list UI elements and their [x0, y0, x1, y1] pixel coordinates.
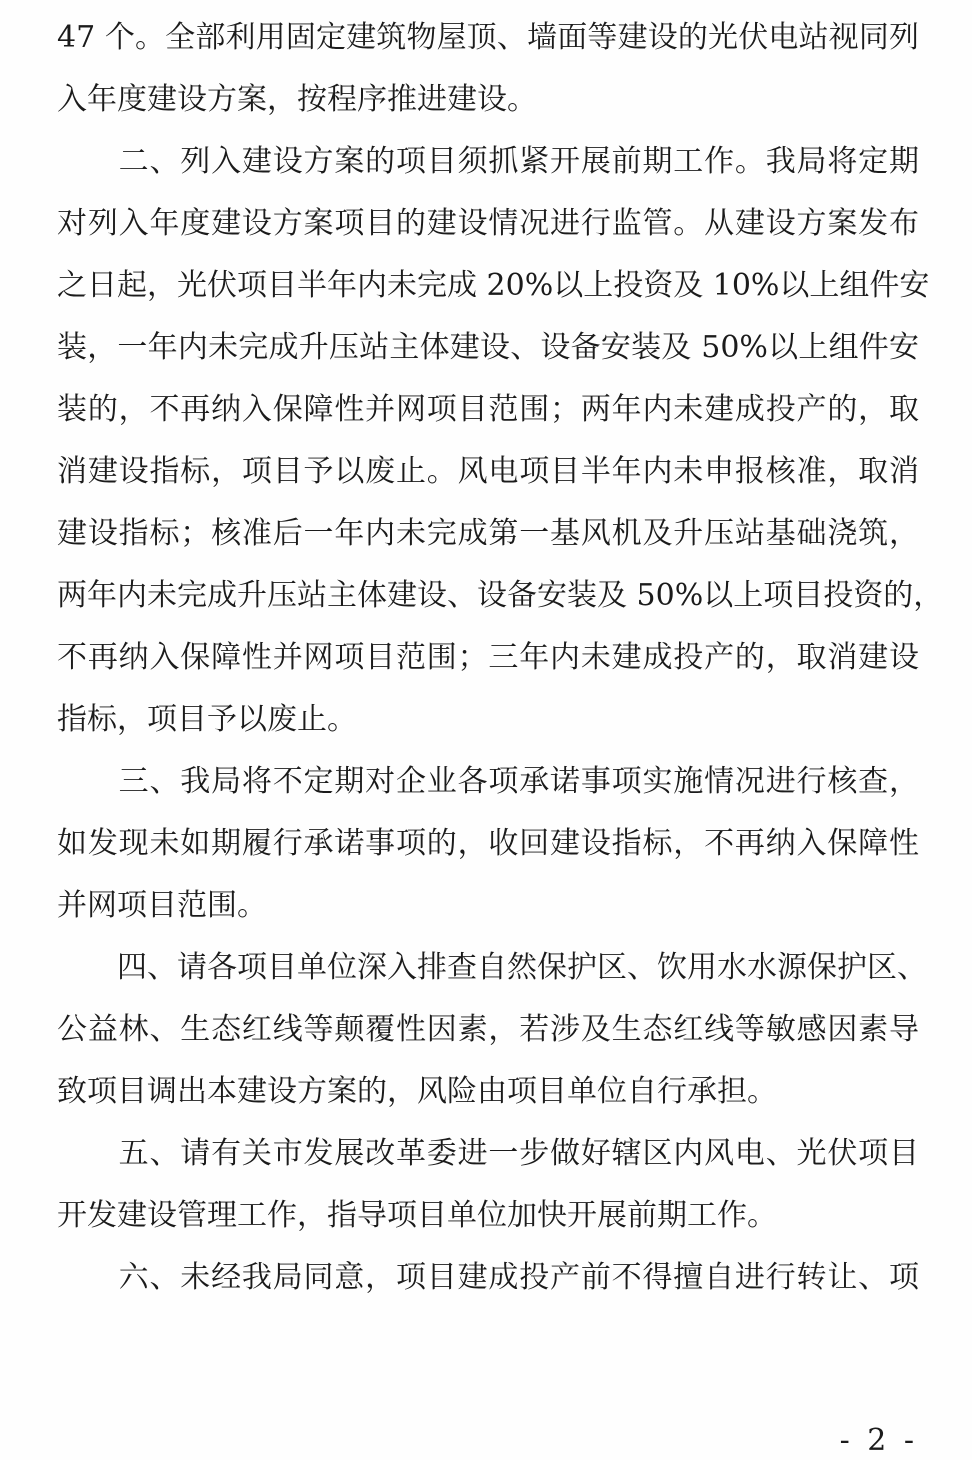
- text-line: 消建设指标，项目予以废止。风电项目半年内未申报核准，取消: [57, 454, 919, 489]
- text-line: 开发建设管理工作，指导项目单位加快开展前期工作。: [57, 1198, 777, 1233]
- text-line: 四、请各项目单位深入排查自然保护区、饮用水水源保护区、: [57, 950, 927, 985]
- text-line: 致项目调出本建设方案的，风险由项目单位自行承担。: [57, 1074, 777, 1109]
- text-line: 六、未经我局同意，项目建成投产前不得擅自进行转让、项: [57, 1260, 919, 1295]
- text-line: 47 个。全部利用固定建筑物屋顶、墙面等建设的光伏电站视同列: [57, 20, 919, 55]
- text-line: 之日起，光伏项目半年内未完成 20%以上投资及 10%以上组件安: [57, 268, 930, 303]
- text-line: 两年内未完成升压站主体建设、设备安装及 50%以上项目投资的，: [57, 578, 944, 613]
- text-line: 二、列入建设方案的项目须抓紧开展前期工作。我局将定期: [57, 144, 919, 179]
- text-line: 装的，不再纳入保障性并网项目范围；两年内未建成投产的，取: [57, 392, 919, 427]
- text-line: 建设指标；核准后一年内未完成第一基风机及升压站基础浇筑，: [57, 516, 919, 551]
- page-number: - 2 -: [839, 1423, 918, 1458]
- text-line: 装，一年内未完成升压站主体建设、设备安装及 50%以上组件安: [57, 330, 919, 365]
- text-line: 五、请有关市发展改革委进一步做好辖区内风电、光伏项目: [57, 1136, 919, 1171]
- text-line: 并网项目范围。: [57, 888, 267, 923]
- text-line: 指标，项目予以废止。: [57, 702, 357, 737]
- text-line: 如发现未如期履行承诺事项的，收回建设指标，不再纳入保障性: [57, 826, 919, 861]
- text-line: 不再纳入保障性并网项目范围；三年内未建成投产的，取消建设: [57, 640, 919, 675]
- text-line: 公益林、生态红线等颠覆性因素，若涉及生态红线等敏感因素导: [57, 1012, 919, 1047]
- text-line: 三、我局将不定期对企业各项承诺事项实施情况进行核查，: [57, 764, 919, 799]
- text-line: 对列入年度建设方案项目的建设情况进行监管。从建设方案发布: [57, 206, 919, 241]
- text-line: 入年度建设方案，按程序推进建设。: [57, 82, 537, 117]
